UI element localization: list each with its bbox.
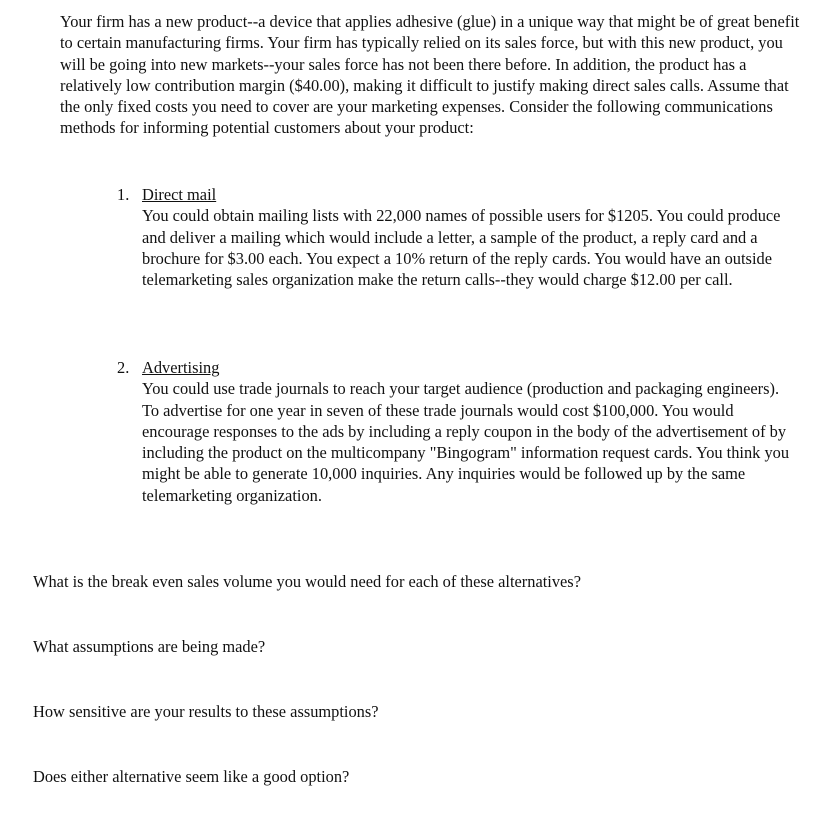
- list-item-heading: [117, 184, 797, 205]
- list-item-heading: [117, 357, 797, 378]
- list-item-advertising: [117, 357, 797, 506]
- list-item-title: Direct mail: [142, 185, 217, 204]
- question-sensitivity: How sensitive are your results to these assumptions?: [33, 702, 379, 721]
- list-item-body: You could obtain mailing lists with 22,000 names of possible users for $1205. You could produce and deliver a mailing which would include a letter, a sample of the product, a reply card and a brochure for $3.00 each. You expect a 10% return of the reply cards. You would have an outside telemarketing sales organization make the return calls--they would charge $12.00 per call.: [142, 206, 781, 290]
- question-break-even: What is the break even sales volume you would need for each of these alternatives?: [33, 572, 581, 591]
- list-item-number: 2.: [117, 358, 130, 377]
- question-good-option: Does either alternative seem like a good option?: [33, 767, 350, 786]
- question-assumptions: What assumptions are being made?: [33, 637, 266, 656]
- list-item-title: Advertising: [142, 358, 220, 377]
- list-item-body: You could use trade journals to reach your target audience (production and packaging engineers). To advertise for one year in seven of these trade journals would cost $100,000. You would encourage responses to the ads by including a reply coupon in the body of the advertisement of by including the product on the multicompany "Bingogram" information request cards. You think you might be able to generate 10,000 inquiries. Any inquiries would be followed up by the same telemarketing organization.: [142, 379, 790, 505]
- list-item-number: 1.: [117, 185, 130, 204]
- intro-paragraph: Your firm has a new product--a device that applies adhesive (glue) in a unique way that might be of great benefit to certain manufacturing firms. Your firm has typically relied on its sales force, but with this new product, you will be going into new markets--your sales force has not been there before. In addition, the product has a relatively low contribution margin ($40.00), making it difficult to justify making direct sales calls. Assume that the only fixed costs you need to cover are your marketing expenses. Consider the following communications methods for informing potential customers about your product:: [60, 12, 800, 138]
- list-item-direct-mail: [117, 184, 797, 290]
